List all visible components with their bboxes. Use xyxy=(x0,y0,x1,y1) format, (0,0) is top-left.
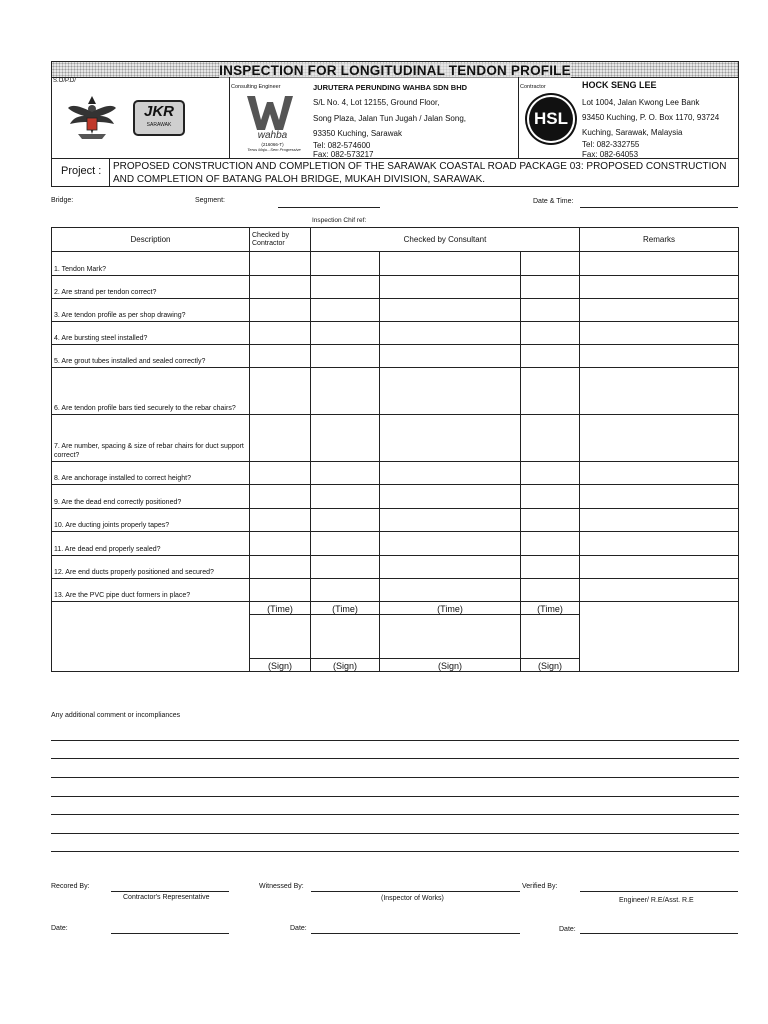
consultant-check-cell[interactable] xyxy=(380,532,521,556)
contractor-name: HOCK SENG LEE xyxy=(582,80,657,90)
remarks-cell[interactable] xyxy=(580,462,739,485)
consultant-check-cell[interactable] xyxy=(380,252,521,276)
contractor-check-cell[interactable] xyxy=(250,556,311,579)
wahba-logo-tagline: Terus Maju...Sem Progressive xyxy=(247,147,301,152)
consultant-check-cell[interactable] xyxy=(311,532,380,556)
item-description: 2. Are strand per tendon correct? xyxy=(52,276,250,299)
jkr-logo-sub: SARAWAK xyxy=(146,122,172,128)
consultant-check-cell[interactable] xyxy=(311,368,380,415)
bridge-label: Bridge: xyxy=(51,197,74,204)
table-row xyxy=(52,556,739,579)
contractor-check-cell[interactable] xyxy=(250,368,311,415)
comment-label: Any additional comment or incompliances xyxy=(51,712,181,719)
consultant-check-cell[interactable] xyxy=(380,556,521,579)
consultant-check-cell[interactable] xyxy=(311,276,380,299)
title-bar xyxy=(52,62,738,78)
consultant-check-cell[interactable] xyxy=(521,299,580,322)
comment-line[interactable] xyxy=(51,814,739,815)
signature-block-description xyxy=(52,602,250,672)
table-row xyxy=(52,299,739,322)
date-field[interactable] xyxy=(580,933,738,934)
verified-by-label: Verified By: xyxy=(522,883,558,890)
sign-space-cell[interactable] xyxy=(521,615,580,659)
consultant-check-cell[interactable] xyxy=(380,415,521,462)
item-description: 11. Are dead end properly sealed? xyxy=(52,532,250,556)
consultant-check-cell[interactable] xyxy=(521,322,580,345)
recorded-by-field[interactable] xyxy=(111,891,229,892)
inspection-ref-label: Inspection Chif ref: xyxy=(312,217,367,224)
consultant-check-cell[interactable] xyxy=(311,345,380,368)
item-description: 8. Are anchorage installed to correct height? xyxy=(52,462,250,485)
signature-block-remarks[interactable] xyxy=(580,602,739,672)
comment-line[interactable] xyxy=(51,833,739,834)
sign-label[interactable]: (Sign) xyxy=(521,659,580,672)
consultant-check-cell[interactable] xyxy=(521,462,580,485)
consultant-check-cell[interactable] xyxy=(380,579,521,602)
header-checked-by-consultant: Checked by Consultant xyxy=(311,228,580,252)
header-divider xyxy=(109,158,110,186)
jkr-logo-text: JKR xyxy=(143,103,174,120)
comment-line[interactable] xyxy=(51,740,739,741)
date-label: Date: xyxy=(51,925,68,932)
date-field[interactable] xyxy=(111,933,229,934)
remarks-cell[interactable] xyxy=(580,532,739,556)
consulting-tel: Tel: 082-574600 xyxy=(313,141,371,150)
sarawak-crest-icon xyxy=(66,92,118,144)
verified-by-field[interactable] xyxy=(580,891,738,892)
table-row xyxy=(52,485,739,509)
item-description: 12. Are end ducts properly positioned and secured? xyxy=(52,556,250,579)
time-label[interactable]: (Time) xyxy=(521,602,580,615)
contractor-check-cell[interactable] xyxy=(250,415,311,462)
consultant-check-cell[interactable] xyxy=(521,532,580,556)
contractor-check-cell[interactable] xyxy=(250,509,311,532)
witnessed-by-field[interactable] xyxy=(311,891,520,892)
consultant-check-cell[interactable] xyxy=(311,509,380,532)
consultant-check-cell[interactable] xyxy=(311,579,380,602)
consultant-check-cell[interactable] xyxy=(311,299,380,322)
consultant-check-cell[interactable] xyxy=(521,485,580,509)
remarks-cell[interactable] xyxy=(580,345,739,368)
project-label: Project : xyxy=(61,165,102,177)
recorded-by-label: Recored By: xyxy=(51,883,90,890)
consultant-check-cell[interactable] xyxy=(311,462,380,485)
remarks-cell[interactable] xyxy=(580,299,739,322)
contractor-tel: Tel: 082-332755 xyxy=(582,140,640,149)
sign-space-cell[interactable] xyxy=(311,615,380,659)
item-description: 1. Tendon Mark? xyxy=(52,252,250,276)
table-row xyxy=(52,415,739,462)
consultant-check-cell[interactable] xyxy=(380,368,521,415)
contractor-check-cell[interactable] xyxy=(250,485,311,509)
date-label: Date: xyxy=(290,925,307,932)
contractor-address-1: Lot 1004, Jalan Kwong Lee Bank xyxy=(582,98,700,107)
consultant-check-cell[interactable] xyxy=(521,345,580,368)
consultant-check-cell[interactable] xyxy=(380,462,521,485)
consulting-address-3: 93350 Kuching, Sarawak xyxy=(313,129,402,138)
form-title: INSPECTION FOR LONGITUDINAL TENDON PROFILE xyxy=(219,63,571,78)
consultant-check-cell[interactable] xyxy=(521,556,580,579)
remarks-cell[interactable] xyxy=(580,252,739,276)
consultant-check-cell[interactable] xyxy=(311,556,380,579)
table-row xyxy=(52,579,739,602)
consultant-check-cell[interactable] xyxy=(311,252,380,276)
sign-space-cell[interactable] xyxy=(250,615,311,659)
remarks-cell[interactable] xyxy=(580,579,739,602)
item-description: 3. Are tendon profile as per shop drawing? xyxy=(52,299,250,322)
time-label[interactable]: (Time) xyxy=(311,602,380,615)
date-time-label: Date & Time: xyxy=(533,198,574,205)
hsl-logo-text: HSL xyxy=(534,109,568,128)
comment-line[interactable] xyxy=(51,851,739,852)
header-remarks: Remarks xyxy=(580,228,739,252)
comment-line[interactable] xyxy=(51,796,739,797)
segment-field[interactable] xyxy=(278,207,380,208)
comment-line[interactable] xyxy=(51,777,739,778)
item-description: 9. Are the dead end correctly positioned? xyxy=(52,485,250,509)
table-row xyxy=(52,252,739,276)
consultant-check-cell[interactable] xyxy=(380,322,521,345)
remarks-cell[interactable] xyxy=(580,485,739,509)
contractor-check-cell[interactable] xyxy=(250,276,311,299)
consultant-check-cell[interactable] xyxy=(521,509,580,532)
table-row xyxy=(52,509,739,532)
remarks-cell[interactable] xyxy=(580,368,739,415)
consultant-check-cell[interactable] xyxy=(521,276,580,299)
contractor-fax: Fax: 082-64053 xyxy=(582,150,639,159)
item-description: 13. Are the PVC pipe duct formers in place? xyxy=(52,579,250,602)
engineer-caption: Engineer/ R.E/Asst. R.E xyxy=(619,897,694,904)
date-time-field[interactable] xyxy=(580,207,738,208)
consultant-check-cell[interactable] xyxy=(311,322,380,345)
consulting-name: JURUTERA PERUNDING WAHBA SDN BHD xyxy=(313,83,468,92)
item-description: 4. Are bursting steel installed? xyxy=(52,322,250,345)
sign-label[interactable]: (Sign) xyxy=(250,659,311,672)
contractor-address-2: 93450 Kuching, P. O. Box 1170, 93724 xyxy=(582,113,720,122)
consultant-check-cell[interactable] xyxy=(311,415,380,462)
table-row xyxy=(52,532,739,556)
inspector-caption: (Inspector of Works) xyxy=(381,895,444,902)
table-row xyxy=(52,276,739,299)
contractor-check-cell[interactable] xyxy=(250,532,311,556)
sign-label[interactable]: (Sign) xyxy=(311,659,380,672)
contractor-check-cell[interactable] xyxy=(250,579,311,602)
consultant-check-cell[interactable] xyxy=(380,299,521,322)
checklist-table xyxy=(51,227,739,672)
remarks-cell[interactable] xyxy=(580,509,739,532)
contractor-check-cell[interactable] xyxy=(250,345,311,368)
table-row xyxy=(52,322,739,345)
header-divider xyxy=(229,77,230,158)
time-row xyxy=(52,602,739,615)
sign-label[interactable]: (Sign) xyxy=(380,659,521,672)
consultant-check-cell[interactable] xyxy=(380,509,521,532)
project-line-2: AND COMPLETION OF BATANG PALOH BRIDGE, MUKAH DIVISION, SARAWAK. xyxy=(113,174,486,185)
consulting-fax: Fax: 082-573217 xyxy=(313,150,374,159)
header-description: Description xyxy=(52,228,250,252)
contractor-label: Contractor xyxy=(520,84,546,90)
date-field[interactable] xyxy=(311,933,520,934)
remarks-cell[interactable] xyxy=(580,276,739,299)
witnessed-by-label: Witnessed By: xyxy=(259,883,304,890)
consultant-check-cell[interactable] xyxy=(380,276,521,299)
doc-code: S.O/P.D/ xyxy=(53,78,76,84)
contractor-check-cell[interactable] xyxy=(250,252,311,276)
consultant-check-cell[interactable] xyxy=(380,345,521,368)
consultant-check-cell[interactable] xyxy=(521,579,580,602)
consultant-check-cell[interactable] xyxy=(311,485,380,509)
wahba-logo-word: wahba xyxy=(257,130,288,141)
table-row xyxy=(52,368,739,415)
hsl-logo xyxy=(529,97,573,141)
consultant-check-cell[interactable] xyxy=(521,368,580,415)
contractor-check-cell[interactable] xyxy=(250,322,311,345)
item-description: 10. Are ducting joints properly tapes? xyxy=(52,509,250,532)
consulting-address-2: Song Plaza, Jalan Tun Jugah / Jalan Song, xyxy=(313,114,466,123)
remarks-cell[interactable] xyxy=(580,322,739,345)
contractor-rep-caption: Contractor's Representative xyxy=(123,894,210,901)
header-divider xyxy=(518,77,519,158)
item-description: 5. Are grout tubes installed and sealed correctly? xyxy=(52,345,250,368)
item-description: 6. Are tendon profile bars tied securely to the rebar chairs? xyxy=(52,368,250,415)
table-row xyxy=(52,462,739,485)
date-label: Date: xyxy=(559,926,576,933)
segment-label: Segment: xyxy=(195,197,225,204)
table-row xyxy=(52,345,739,368)
project-line-1: PROPOSED CONSTRUCTION AND COMPLETION OF THE SARAWAK COASTAL ROAD PACKAGE 03: PROPOSED CONSTRUCTION xyxy=(113,161,727,172)
table-header-row xyxy=(52,228,739,252)
consultant-check-cell[interactable] xyxy=(521,252,580,276)
time-label[interactable]: (Time) xyxy=(380,602,521,615)
header-checked-by-contractor: Checked by Contractor xyxy=(250,228,311,252)
time-label[interactable]: (Time) xyxy=(250,602,311,615)
comment-line[interactable] xyxy=(51,758,739,759)
remarks-cell[interactable] xyxy=(580,556,739,579)
consultant-check-cell[interactable] xyxy=(521,415,580,462)
remarks-cell[interactable] xyxy=(580,415,739,462)
jkr-logo xyxy=(133,100,185,136)
wahba-logo-reg: (216066-T) xyxy=(261,142,284,147)
item-description: 7. Are number, spacing & size of rebar chairs for duct support correct? xyxy=(52,415,250,462)
contractor-check-cell[interactable] xyxy=(250,299,311,322)
contractor-address-3: Kuching, Sarawak, Malaysia xyxy=(582,128,683,137)
consulting-label: Consulting Engineer xyxy=(231,84,281,90)
sign-space-cell[interactable] xyxy=(380,615,521,659)
consultant-check-cell[interactable] xyxy=(380,485,521,509)
consulting-address-1: S/L No. 4, Lot 12155, Ground Floor, xyxy=(313,98,440,107)
contractor-check-cell[interactable] xyxy=(250,462,311,485)
